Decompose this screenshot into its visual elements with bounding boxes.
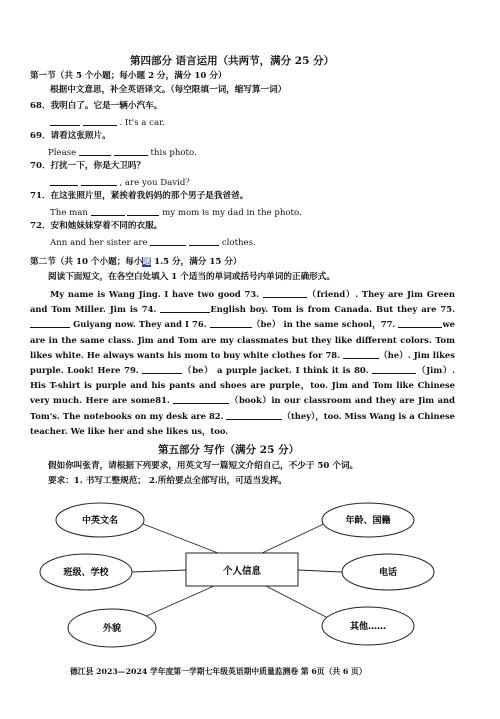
q70-english: , are you David？	[50, 176, 194, 189]
blank-76[interactable]	[210, 318, 252, 328]
q70-blank-2[interactable]	[81, 176, 117, 186]
section1-title: 第一节（共 5 个小题；每小题 2 分，满分 10 分）	[30, 71, 227, 81]
blank-79[interactable]	[142, 364, 182, 374]
writing-mind-map	[0, 490, 500, 660]
q69-chinese: 69．请看这张照片。	[30, 131, 111, 141]
blank-74[interactable]	[160, 303, 210, 313]
section1-instructions: 根据中文意思，补全英语译文。（每空限填一词，缩写算一词）	[50, 85, 287, 95]
writing-instructions-1: 假如你叫张青，请根据下列要求，用英文写一篇短文介绍自己，不少于 50 个词。	[48, 461, 359, 471]
q71-blank-2[interactable]	[127, 206, 159, 216]
node-other-label: 其他……	[349, 622, 387, 632]
q70-blank-1[interactable]	[50, 176, 78, 186]
q69-blank-2[interactable]	[114, 146, 148, 156]
part5-title: 第五部分 写作（满分 25 分）	[158, 444, 300, 456]
q69-blank-1[interactable]	[79, 146, 111, 156]
blank-77[interactable]	[398, 318, 442, 328]
writing-instructions-2: 要求：1. 书写工整规范； 2.所给要点全部写出，可适当发挥。	[48, 476, 287, 486]
q71-chinese: 71．在这张照片里，紧挨着我妈妈的那个男子是我爸爸。	[30, 191, 249, 201]
node-class-school-label: 班级、学校	[63, 568, 109, 578]
q71-english: The man my mom is my dad in the photo.	[50, 208, 302, 218]
q70-chinese: 70．打扰一下，你是大卫吗？	[30, 161, 146, 171]
q68-chinese: 68．我明白了。它是一辆小汽车。	[30, 101, 163, 111]
node-age-nationality-label: 年龄、国籍	[345, 516, 391, 526]
q69-english: Please this photo.	[48, 148, 197, 158]
section2-title: 第二节（共 10 个小题；每小题 1.5 分，满分 15 分）	[30, 257, 242, 267]
section2-instructions: 阅读下面短文，在各空白处填入 1 个适当的单词或括号内单词的正确形式。	[48, 272, 335, 282]
blank-82[interactable]	[226, 410, 282, 420]
blank-78[interactable]	[343, 349, 379, 359]
q72-blank-1[interactable]	[150, 236, 186, 246]
cloze-passage: My name is Wang Jing. I have two good 73. （friend）. They are Jim Green and Tom Miller. Jim is 74. English boy. Tom is from Canada. But they are 75. Guiyang now. They and I 76. （be） in the same school，77. we are in the same class. Jim and Tom are my classmates but they like different colors. Tom likes white. He always wants his mom to buy white clothes for 78. （he）. Jim likes purple. Look! Here 79. （be） a purple jacket. I think it is 80. （Jim）. His T-shirt is purple and his pants and shoes are purple，too. Jim and Tom like Chinese very much. Here are some81. （book）in our classroom and they are Jim and Tom's. The notebooks on my desk are 82. （they），too. Miss Wang is a Chinese teacher. We like her and she likes us，too.	[30, 289, 456, 436]
center-label: 个人信息	[222, 566, 262, 577]
q72-blank-2[interactable]	[189, 236, 219, 246]
q71-blank-1[interactable]	[91, 206, 125, 216]
node-appearance-label: 外貌	[102, 624, 122, 634]
part4-title: 第四部分 语言运用（共两节，满分 25 分）	[130, 55, 335, 67]
node-phone-label: 电话	[378, 568, 398, 578]
node-name-label: 中英文名	[81, 516, 119, 526]
blank-75[interactable]	[30, 318, 70, 328]
q68-english: . It's a car.	[50, 116, 165, 129]
q72-english: Ann and her sister are clothes.	[50, 238, 256, 248]
blank-73[interactable]	[263, 288, 307, 298]
q68-blank-1[interactable]	[50, 116, 80, 126]
blank-81[interactable]	[173, 394, 229, 404]
q72-chinese: 72．安和她妹妹穿着不同的衣服。	[30, 221, 163, 231]
page-footer: 德江县 2023—2024 学年度第一学期七年级英语期中质量监测卷 第 6页（共 6 页）	[70, 667, 367, 676]
q68-blank-2[interactable]	[83, 116, 117, 126]
blank-80[interactable]	[372, 364, 416, 374]
